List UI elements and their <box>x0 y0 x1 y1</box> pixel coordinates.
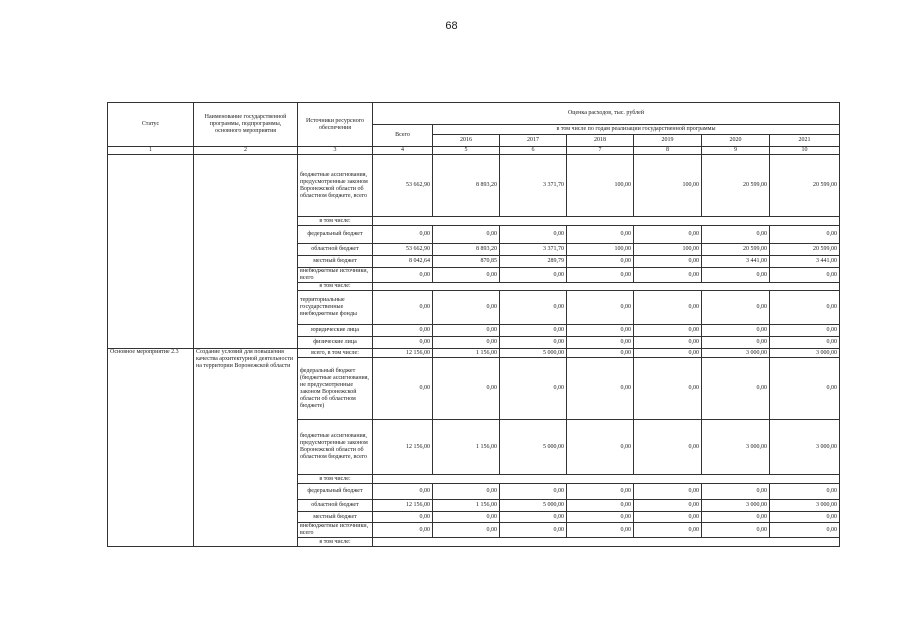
column-number: 2 <box>194 147 298 155</box>
value-cell: 0,00 <box>433 291 500 325</box>
value-cell: 0,00 <box>567 349 634 358</box>
value-cell: 0,00 <box>373 484 433 500</box>
column-number: 7 <box>567 147 634 155</box>
value-cell: 100,00 <box>634 155 702 217</box>
value-cell: 0,00 <box>634 325 702 337</box>
value-cell: 0,00 <box>770 484 840 500</box>
value-cell: 0,00 <box>373 268 433 283</box>
value-cell: 0,00 <box>500 226 567 244</box>
column-number: 8 <box>634 147 702 155</box>
value-cell: 0,00 <box>702 484 770 500</box>
value-cell: 0,00 <box>770 512 840 523</box>
value-cell: 20 599,00 <box>770 244 840 256</box>
value-cell: 0,00 <box>634 523 702 538</box>
value-cell: 0,00 <box>634 420 702 475</box>
header-status: Статус <box>108 103 194 147</box>
value-cell: 100,00 <box>567 244 634 256</box>
header-sources: Источники ресурсного обеспечения <box>298 103 373 147</box>
value-cell: 100,00 <box>634 244 702 256</box>
column-number: 10 <box>770 147 840 155</box>
value-cell: 0,00 <box>770 337 840 349</box>
table-row <box>108 349 840 358</box>
value-cell: 0,00 <box>500 512 567 523</box>
source-cell: бюджетные ассигнования, предусмотренные законом Воронежской области об областном бюджете, всего <box>298 420 373 475</box>
value-cell: 0,00 <box>433 512 500 523</box>
page-number: 68 <box>445 20 458 32</box>
value-cell: 0,00 <box>567 226 634 244</box>
value-cell: 0,00 <box>634 337 702 349</box>
value-cell: 3 000,00 <box>770 500 840 512</box>
source-cell: местный бюджет <box>298 512 373 523</box>
empty-values-cell <box>373 217 840 226</box>
status-cell: Основное мероприятие 2.3 <box>108 349 194 547</box>
header-program-name: Наименование государственной программы, подпрограммы, основного мероприятия <box>194 103 298 147</box>
value-cell: 0,00 <box>634 226 702 244</box>
header-estimate: Оценка расходов, тыс. рублей <box>373 103 840 125</box>
value-cell: 3 371,70 <box>500 155 567 217</box>
value-cell: 0,00 <box>567 337 634 349</box>
value-cell: 0,00 <box>702 268 770 283</box>
value-cell: 1 156,00 <box>433 420 500 475</box>
value-cell: 0,00 <box>770 268 840 283</box>
value-cell: 8 893,20 <box>433 244 500 256</box>
header-year: 2019 <box>634 135 702 147</box>
value-cell: 0,00 <box>702 226 770 244</box>
value-cell: 0,00 <box>373 512 433 523</box>
source-cell: бюджетные ассигнования, предусмотренные законом Воронежской области об областном бюджете, всего <box>298 155 373 217</box>
source-cell: федеральный бюджет <box>298 226 373 244</box>
header-year: 2020 <box>702 135 770 147</box>
value-cell: 3 000,00 <box>702 420 770 475</box>
value-cell: 0,00 <box>770 226 840 244</box>
block-2-rows <box>108 349 840 547</box>
value-cell: 100,00 <box>567 155 634 217</box>
value-cell: 0,00 <box>433 337 500 349</box>
source-cell: в том числе: <box>298 217 373 226</box>
value-cell: 0,00 <box>373 358 433 420</box>
empty-values-cell <box>373 283 840 291</box>
header-year: 2018 <box>567 135 634 147</box>
value-cell: 0,00 <box>702 337 770 349</box>
value-cell: 0,00 <box>433 268 500 283</box>
value-cell: 0,00 <box>567 500 634 512</box>
value-cell: 0,00 <box>373 523 433 538</box>
header-year: 2021 <box>770 135 840 147</box>
value-cell: 0,00 <box>373 325 433 337</box>
value-cell: 0,00 <box>500 291 567 325</box>
program-name-cell <box>194 155 298 349</box>
value-cell: 0,00 <box>634 500 702 512</box>
source-cell: федеральный бюджет (бюджетные ассигнования, не предусмотренные законом Воронежской области об областном бюджете) <box>298 358 373 420</box>
table-row <box>108 155 840 217</box>
value-cell: 0,00 <box>567 512 634 523</box>
value-cell: 870,85 <box>433 256 500 268</box>
value-cell: 3 000,00 <box>770 420 840 475</box>
value-cell: 0,00 <box>770 523 840 538</box>
source-cell: физические лица <box>298 337 373 349</box>
value-cell: 3 441,00 <box>702 256 770 268</box>
source-cell: в том числе: <box>298 475 373 484</box>
source-cell: в том числе: <box>298 283 373 291</box>
value-cell: 0,00 <box>433 226 500 244</box>
source-cell: областной бюджет <box>298 244 373 256</box>
value-cell: 3 000,00 <box>770 349 840 358</box>
value-cell: 0,00 <box>500 337 567 349</box>
value-cell: 0,00 <box>500 484 567 500</box>
value-cell: 289,79 <box>500 256 567 268</box>
value-cell: 12 156,00 <box>373 500 433 512</box>
value-cell: 0,00 <box>702 523 770 538</box>
value-cell: 0,00 <box>770 325 840 337</box>
value-cell: 0,00 <box>634 256 702 268</box>
empty-values-cell <box>373 538 840 547</box>
value-cell: 0,00 <box>702 291 770 325</box>
value-cell: 20 599,00 <box>702 244 770 256</box>
value-cell: 0,00 <box>567 420 634 475</box>
header-year: 2017 <box>500 135 567 147</box>
source-cell: федеральный бюджет <box>298 484 373 500</box>
value-cell: 0,00 <box>500 523 567 538</box>
value-cell: 3 371,70 <box>500 244 567 256</box>
value-cell: 0,00 <box>770 291 840 325</box>
source-cell: внебюджетные источники, всего <box>298 523 373 538</box>
value-cell: 0,00 <box>567 523 634 538</box>
value-cell: 8 042,64 <box>373 256 433 268</box>
column-numbers-row <box>108 147 840 155</box>
value-cell: 1 156,00 <box>433 500 500 512</box>
column-number: 3 <box>298 147 373 155</box>
value-cell: 0,00 <box>500 358 567 420</box>
column-number: 9 <box>702 147 770 155</box>
header-year: 2016 <box>433 135 500 147</box>
program-name-cell: Создание условий для повышения качества архитектурной деятельности на территории Воронежской области <box>194 349 298 547</box>
status-cell <box>108 155 194 349</box>
source-cell: всего, в том числе: <box>298 349 373 358</box>
value-cell: 3 441,00 <box>770 256 840 268</box>
value-cell: 3 000,00 <box>702 349 770 358</box>
value-cell: 1 156,00 <box>433 349 500 358</box>
value-cell: 0,00 <box>567 358 634 420</box>
source-cell: в том числе: <box>298 538 373 547</box>
value-cell: 20 599,00 <box>770 155 840 217</box>
value-cell: 0,00 <box>770 358 840 420</box>
value-cell: 5 000,00 <box>500 349 567 358</box>
header-total: Всего <box>373 125 433 147</box>
column-number: 4 <box>373 147 433 155</box>
source-cell: областной бюджет <box>298 500 373 512</box>
value-cell: 0,00 <box>634 512 702 523</box>
source-cell: юридические лица <box>298 325 373 337</box>
value-cell: 0,00 <box>634 349 702 358</box>
value-cell: 0,00 <box>634 484 702 500</box>
source-cell: территориальные государственные внебюджетные фонды <box>298 291 373 325</box>
value-cell: 0,00 <box>634 291 702 325</box>
source-cell: местный бюджет <box>298 256 373 268</box>
source-cell: внебюджетные источники, всего <box>298 268 373 283</box>
value-cell: 0,00 <box>433 484 500 500</box>
table-header <box>108 103 840 155</box>
value-cell: 0,00 <box>373 226 433 244</box>
value-cell: 53 662,90 <box>373 155 433 217</box>
value-cell: 0,00 <box>567 256 634 268</box>
value-cell: 0,00 <box>567 325 634 337</box>
empty-values-cell <box>373 475 840 484</box>
value-cell: 20 599,00 <box>702 155 770 217</box>
value-cell: 8 893,20 <box>433 155 500 217</box>
value-cell: 0,00 <box>500 268 567 283</box>
budget-table <box>107 102 840 547</box>
value-cell: 0,00 <box>702 325 770 337</box>
value-cell: 0,00 <box>433 523 500 538</box>
column-number: 5 <box>433 147 500 155</box>
value-cell: 0,00 <box>500 325 567 337</box>
value-cell: 0,00 <box>433 325 500 337</box>
block-1-rows <box>108 155 840 349</box>
value-cell: 12 156,00 <box>373 349 433 358</box>
value-cell: 53 662,90 <box>373 244 433 256</box>
value-cell: 0,00 <box>634 358 702 420</box>
value-cell: 5 000,00 <box>500 500 567 512</box>
value-cell: 0,00 <box>373 337 433 349</box>
value-cell: 12 156,00 <box>373 420 433 475</box>
value-cell: 0,00 <box>433 358 500 420</box>
value-cell: 0,00 <box>702 358 770 420</box>
value-cell: 0,00 <box>567 268 634 283</box>
value-cell: 3 000,00 <box>702 500 770 512</box>
value-cell: 5 000,00 <box>500 420 567 475</box>
value-cell: 0,00 <box>634 268 702 283</box>
value-cell: 0,00 <box>702 512 770 523</box>
column-number: 1 <box>108 147 194 155</box>
column-number: 6 <box>500 147 567 155</box>
header-by-years: в том числе по годам реализации государственной программы <box>433 125 840 135</box>
value-cell: 0,00 <box>373 291 433 325</box>
value-cell: 0,00 <box>567 291 634 325</box>
value-cell: 0,00 <box>567 484 634 500</box>
